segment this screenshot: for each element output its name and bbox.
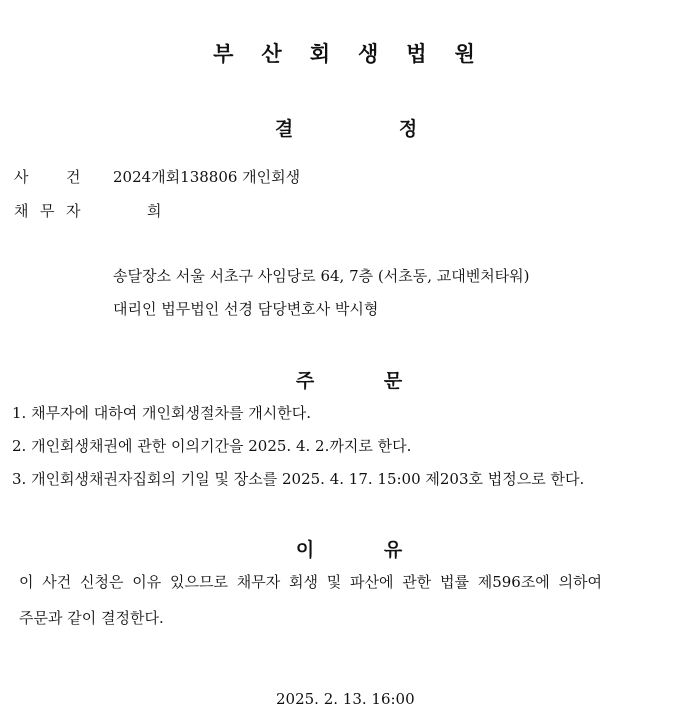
case-label-char: 사	[14, 168, 29, 186]
court-title-char: 생	[358, 42, 379, 66]
debtor-label-char: 자	[66, 202, 81, 220]
debtor-label-char: 무	[40, 202, 55, 220]
court-title-char: 회	[309, 42, 330, 66]
decision-heading-char: 정	[398, 118, 418, 140]
service-address: 송달장소 서울 서초구 사임당로 64, 7층 (서초동, 교대벤처타워)	[113, 267, 530, 285]
reason-line: 이 사건 신청은 이유 있으므로 채무자 회생 및 파산에 관한 법률 제596조에 의하여	[19, 573, 603, 591]
court-title-char: 원	[454, 42, 475, 66]
court-title	[0, 38, 688, 68]
reason-heading-char: 유	[383, 539, 403, 561]
decision-date: 2025. 2. 13. 16:00	[276, 690, 415, 708]
reason-line: 주문과 같이 결정한다.	[19, 609, 164, 627]
debtor-name: 희	[147, 202, 162, 220]
case-number: 2024개회138806 개인회생	[113, 168, 301, 186]
order-item: 2. 개인회생채권에 관한 이의기간을 2025. 4. 2.까지로 한다.	[12, 437, 412, 455]
decision-heading-char: 결	[274, 118, 294, 140]
court-title-char: 법	[406, 42, 427, 66]
debtor-label-char: 채	[14, 202, 29, 220]
court-title-char: 산	[261, 42, 282, 66]
order-item: 1. 채무자에 대하여 개인회생절차를 개시한다.	[12, 404, 311, 422]
order-heading-char: 주	[295, 370, 315, 392]
reason-heading-char: 이	[295, 539, 315, 561]
order-item: 3. 개인회생채권자집회의 기일 및 장소를 2025. 4. 17. 15:00 제203호 법정으로 한다.	[12, 470, 585, 488]
order-heading-char: 문	[383, 370, 403, 392]
legal-agent: 대리인 법무법인 선경 담당변호사 박시형	[113, 300, 379, 318]
case-label-char: 건	[66, 168, 81, 186]
court-title-char: 부	[213, 42, 234, 66]
